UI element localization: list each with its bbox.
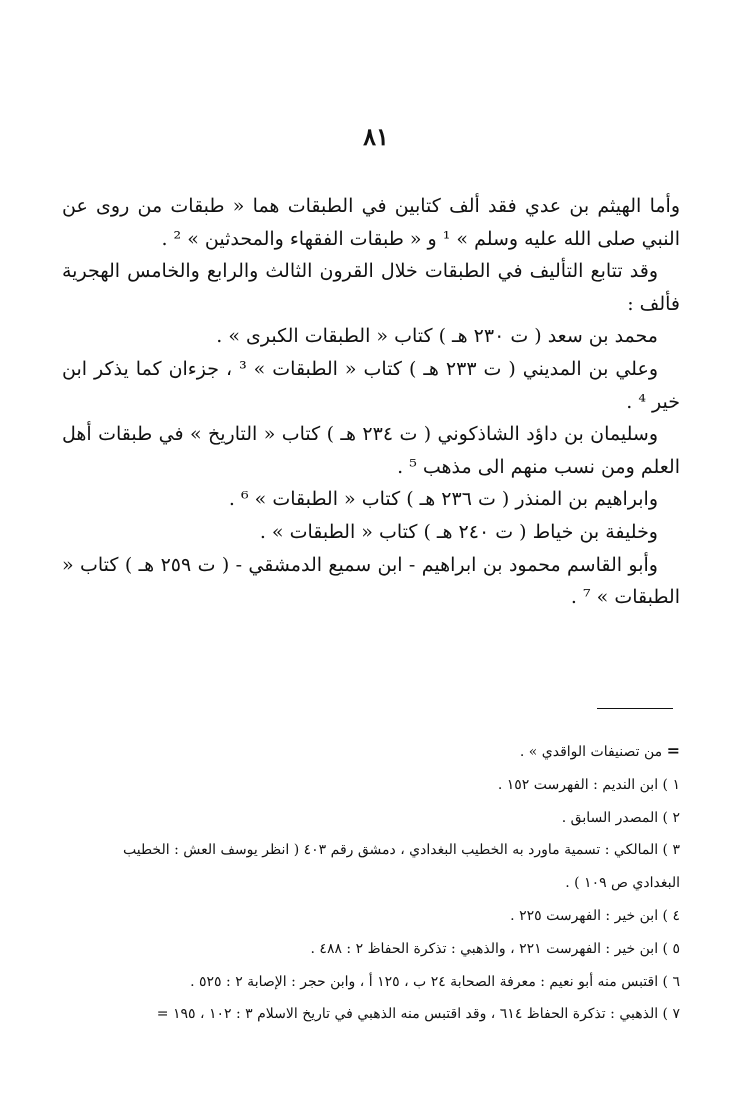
footnote: ٤ ) ابن خير : الفهرست ٢٢٥ . <box>510 907 680 924</box>
footnote-continuation <box>78 735 680 769</box>
continuation-mark: = <box>666 741 680 760</box>
footnotes <box>78 735 680 1031</box>
footnote: ٥ ) ابن خير : الفهرست ٢٢١ ، والذهبي : تذكرة الحفاظ ٢ : ٤٨٨ . <box>310 940 680 957</box>
footnote: ٧ ) الذهبي : تذكرة الحفاظ ٦١٤ ، وقد اقتبس منه الذهبي في تاريخ الاسلام ٣ : ١٠٢ ، ١٩٥ = <box>156 1006 680 1023</box>
continuation-text: من تصنيفات الواقدي » . <box>519 744 663 760</box>
paragraph: محمد بن سعد ( ت ٢٣٠ هـ ) كتاب « الطبقات الكبرى » . <box>216 325 658 348</box>
footnote: ٣ ) المالكي : تسمية ماورد به الخطيب البغدادي ، دمشق رقم ٤٠٣ ( انظر يوسف العش : الخطيب البغدادي ص ١٠٩ ) . <box>122 842 680 892</box>
footnote: ١ ) ابن النديم : الفهرست ١٥٢ . <box>497 776 680 793</box>
paragraph: وابراهيم بن المنذر ( ت ٢٣٦ هـ ) كتاب « الطبقات » ⁶ . <box>228 488 658 511</box>
paragraph: وخليفة بن خياط ( ت ٢٤٠ هـ ) كتاب « الطبقات » . <box>259 520 658 543</box>
paragraph: وسليمان بن داؤد الشاذكوني ( ت ٢٣٤ هـ ) كتاب « التاريخ » في طبقات أهل العلم ومن نسب منهم الى مذهب ⁵ . <box>62 423 680 478</box>
paragraph: وأبو القاسم محمود بن ابراهيم - ابن سميع الدمشقي - ( ت ٢٥٩ هـ ) كتاب « الطبقات » ⁷ . <box>62 553 680 609</box>
footnote: ٢ ) المصدر السابق . <box>561 809 680 826</box>
paragraph: وأما الهيثم بن عدي فقد ألف كتابين في الطبقات هما « طبقات من روى عن النبي صلى الله عليه وسلم » ¹ و « طبقات الفقهاء والمحدثين » ² . <box>62 195 680 250</box>
paragraph: وقد تتابع التأليف في الطبقات خلال القرون الثالث والرابع والخامس الهجرية فألف : <box>62 260 680 315</box>
paragraph: وعلي بن المديني ( ت ٢٣٣ هـ ) كتاب « الطبقات » ³ ، جزءان كما يذكر ابن خير ⁴ . <box>62 357 680 413</box>
page-number: ٨١ <box>363 122 389 151</box>
footnote: ٦ ) اقتبس منه أبو نعيم : معرفة الصحابة ٢٤ ب ، ١٢٥ أ ، وابن حجر : الإصابة ٢ : ٥٢٥ . <box>190 973 680 990</box>
main-text <box>62 190 680 614</box>
footnote-separator <box>597 708 673 709</box>
